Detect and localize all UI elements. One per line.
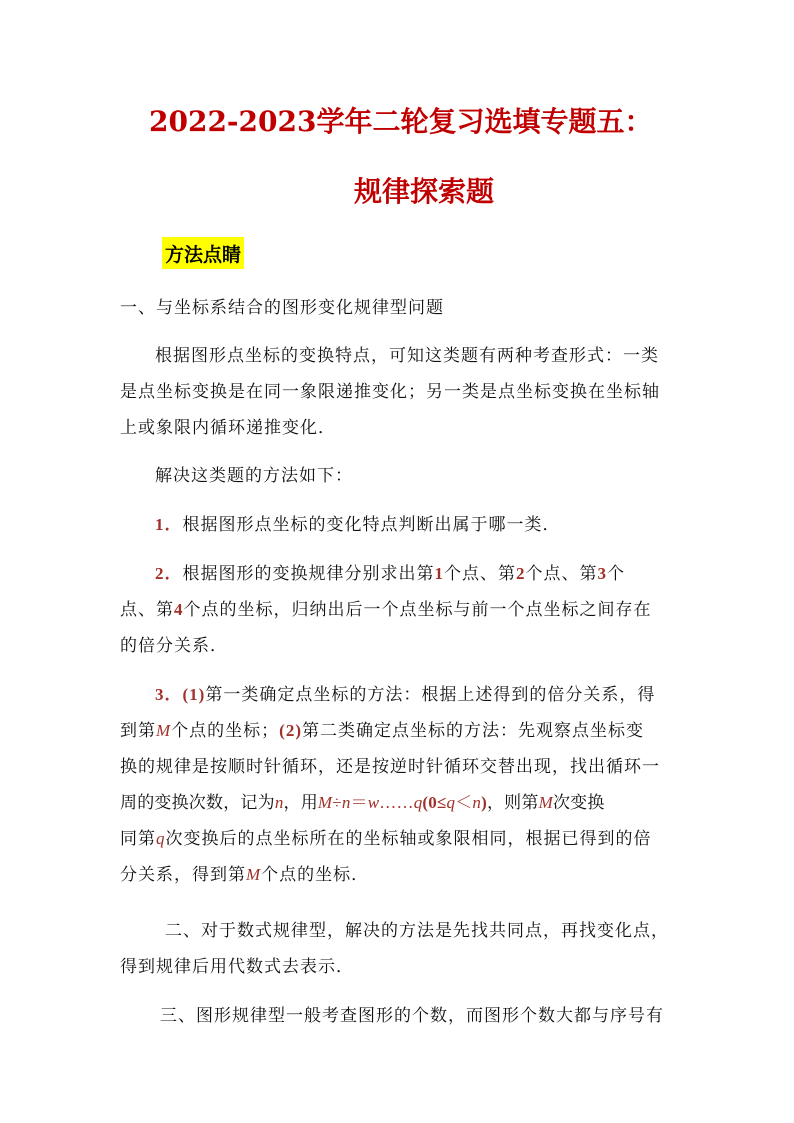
formula-line <box>120 789 605 817</box>
variable: q <box>446 793 456 812</box>
operator: ＝ <box>350 793 368 812</box>
text: 分关系，得到第 <box>120 865 246 885</box>
section-label-highlight: 方法点睛 <box>162 237 244 269</box>
paragraph-line <box>120 596 652 624</box>
text: 第二类确定点坐标的方法：先观察点坐标变 <box>302 721 644 741</box>
step-text: 第一类确定点坐标的方法：根据上述得到的倍分关系，得 <box>205 685 656 705</box>
operator: ＜ <box>455 793 473 812</box>
step-text: 个点、第 <box>525 564 598 584</box>
text: 次变换后的点坐标所在的坐标轴或象限相同，根据已得到的倍 <box>165 829 652 849</box>
text: 周的变换次数，记为 <box>120 793 275 813</box>
step-text: 根据图形的变换规律分别求出第 <box>182 564 435 584</box>
text: 到第 <box>120 721 156 741</box>
variable: q <box>413 793 423 812</box>
variable: w <box>367 793 380 812</box>
variable: M <box>538 793 553 812</box>
text: 次变换 <box>552 793 605 813</box>
step-text: 个点的坐标，归纳出后一个点坐标与前一个点坐标之间存在 <box>183 600 652 620</box>
step-number: 2． <box>155 564 183 583</box>
variable: M <box>246 865 262 884</box>
paragraph-line <box>120 825 652 853</box>
text: ，则第 <box>486 793 539 813</box>
step-text: 个点、第 <box>444 564 516 584</box>
paragraph-line: 得到规律后用代数式去表示． <box>120 957 354 977</box>
text: 同第 <box>120 829 156 849</box>
operator: …… <box>379 793 414 812</box>
number: (0≤ <box>422 793 447 812</box>
paragraph-heading-2: 二、对于数式规律型，解决的方法是先找共同点，再找变化点， <box>165 921 669 941</box>
variable: M <box>317 793 333 812</box>
number: (2) <box>279 721 302 740</box>
step-text: 个 <box>607 564 625 584</box>
step-1 <box>155 511 561 539</box>
step-2 <box>155 560 625 588</box>
operator: ÷ <box>332 793 342 812</box>
paragraph-line: 上或象限内循环递推变化． <box>120 418 336 438</box>
text: ，用 <box>283 793 318 813</box>
paragraph-heading-1: 一、与坐标系结合的图形变化规律型问题 <box>120 298 444 318</box>
paragraph-heading-3: 三、图形规律型一般考查图形的个数，而图形个数大都与序号有 <box>160 1006 664 1026</box>
step-number: 3．(1) <box>155 685 206 704</box>
number: 3 <box>597 564 607 583</box>
step-text: 点、第 <box>120 600 174 620</box>
number: 2 <box>516 564 526 583</box>
paragraph-line <box>120 861 369 889</box>
paragraph-line: 换的规律是按顺时针循环，还是按逆时针循环交替出现，找出循环一 <box>120 757 660 777</box>
number: 4 <box>174 600 184 619</box>
paragraph-line: 的倍分关系． <box>120 636 228 656</box>
step-text: 根据图形点坐标的变化特点判断出属于哪一类． <box>182 515 561 535</box>
document-title-line2: 规律探索题 <box>354 175 495 208</box>
paragraph-line: 是点坐标变换是在同一象限递推变化；另一类是点坐标变换在坐标轴 <box>120 382 660 402</box>
step-number: 1． <box>155 515 183 534</box>
text: 个点的坐标． <box>261 865 370 885</box>
document-title-line1: 2022-2023学年二轮复习选填专题五： <box>149 105 653 138</box>
variable: n <box>274 793 284 812</box>
number: 1 <box>434 564 444 583</box>
variable: M <box>156 721 172 740</box>
paragraph-line: 根据图形点坐标的变换特点，可知这类题有两种考查形式：一类 <box>155 346 659 366</box>
text: 个点的坐标； <box>171 721 280 741</box>
variable: n <box>472 793 482 812</box>
variable: n <box>341 793 351 812</box>
step-3 <box>155 681 655 709</box>
paragraph-line <box>120 717 644 745</box>
variable: q <box>156 829 166 848</box>
paragraph-line: 解决这类题的方法如下： <box>155 466 353 486</box>
number: ) <box>481 793 487 812</box>
